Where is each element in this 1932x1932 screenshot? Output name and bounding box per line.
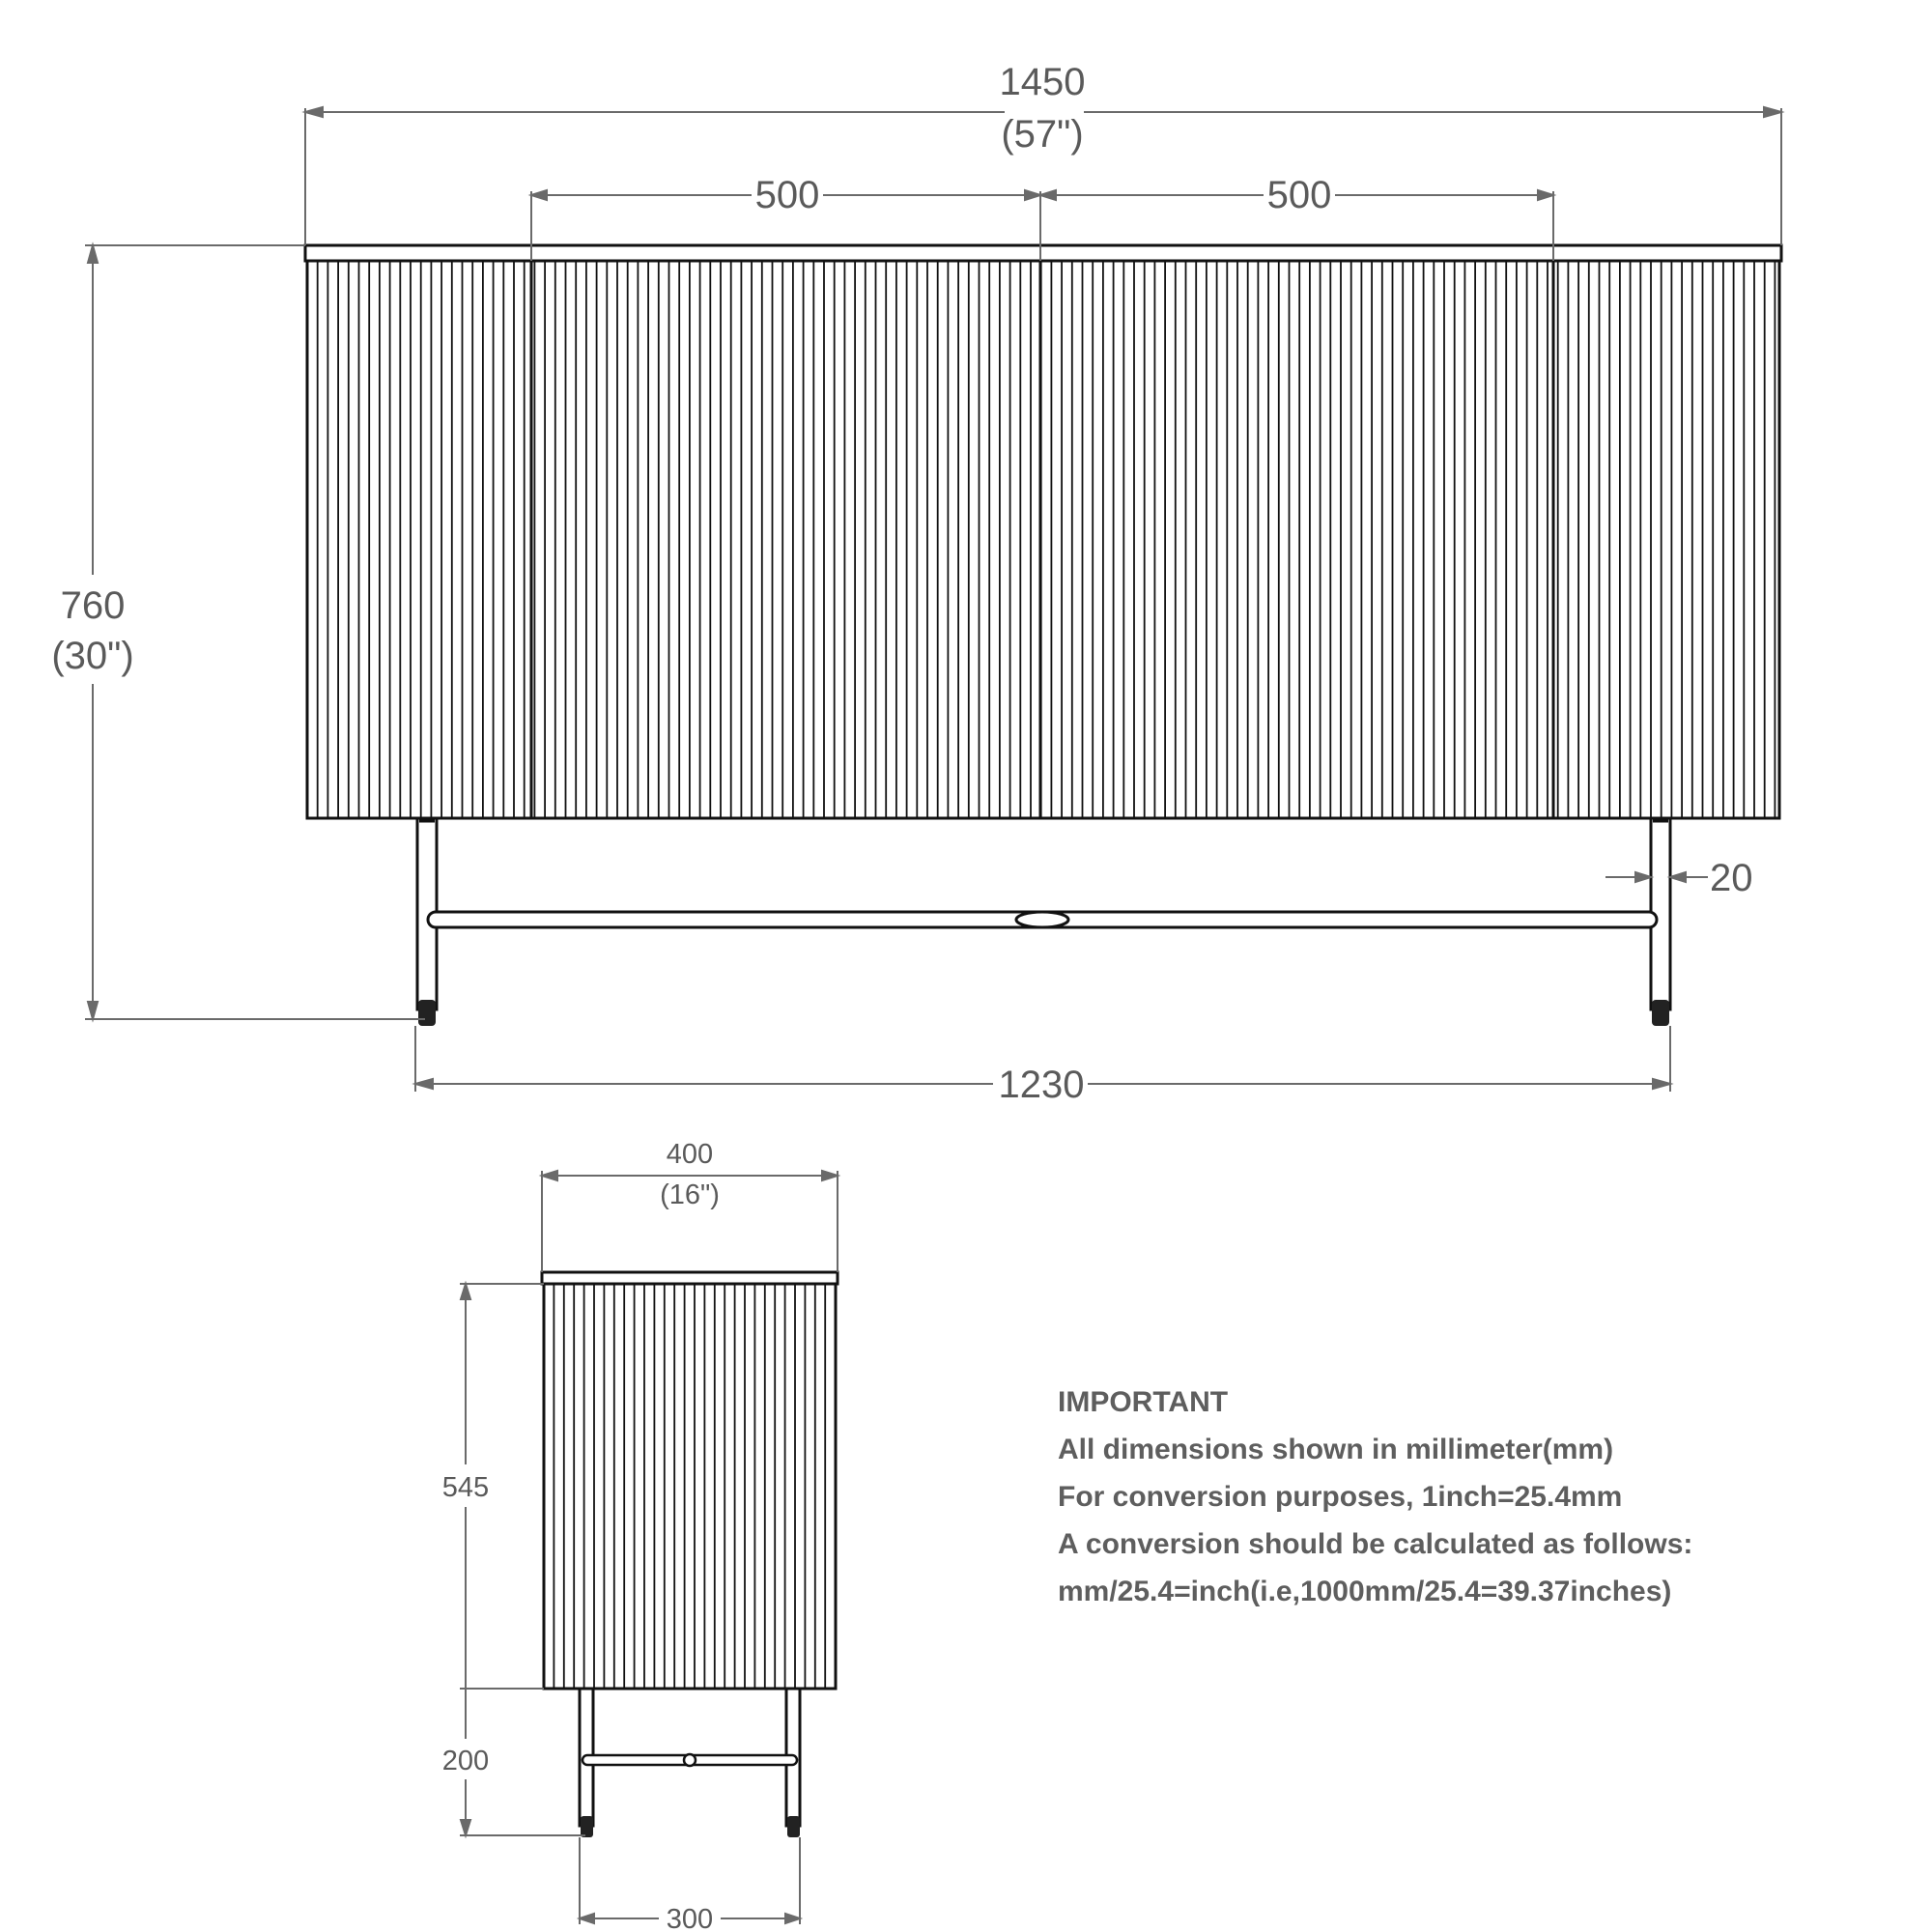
door-width-right-label: 500 [1266, 174, 1332, 216]
leg-height-label: 200 [441, 1746, 490, 1776]
overall-height-inch: (30") [51, 635, 134, 677]
depth-inch: (16") [660, 1179, 720, 1210]
note-line: A conversion should be calculated as follows: [1058, 1528, 1693, 1560]
body-height-label: 545 [441, 1472, 490, 1503]
side-body [544, 1284, 836, 1689]
note-title: IMPORTANT [1058, 1386, 1229, 1418]
leg-width-label: 20 [1710, 857, 1753, 899]
note-line: All dimensions shown in millimeter(mm) [1058, 1434, 1614, 1465]
stretcher-center-joint [1016, 912, 1068, 927]
side-view [542, 1272, 838, 1837]
depth-mm: 400 [666, 1139, 714, 1170]
door-width-left-label: 500 [754, 174, 820, 216]
front-foot-left [418, 1000, 436, 1026]
side-stretcher-joint [684, 1754, 696, 1766]
note-line: mm/25.4=inch(i.e,1000mm/25.4=39.37inches) [1058, 1576, 1672, 1607]
side-foot-right [787, 1816, 800, 1837]
front-view [305, 245, 1781, 1026]
note-line: For conversion purposes, 1inch=25.4mm [1058, 1481, 1623, 1513]
leg-span-label: 1230 [998, 1064, 1085, 1106]
side-foot-left [581, 1816, 593, 1837]
front-foot-right [1652, 1000, 1669, 1026]
important-note [1058, 1378, 1692, 1615]
front-top-panel [305, 245, 1781, 261]
side-leg-span-label: 300 [666, 1904, 714, 1932]
side-top-panel [542, 1272, 838, 1284]
overall-height-mm: 760 [60, 584, 126, 627]
overall-width-mm: 1450 [999, 61, 1086, 103]
overall-width-inch: (57") [1001, 113, 1084, 156]
